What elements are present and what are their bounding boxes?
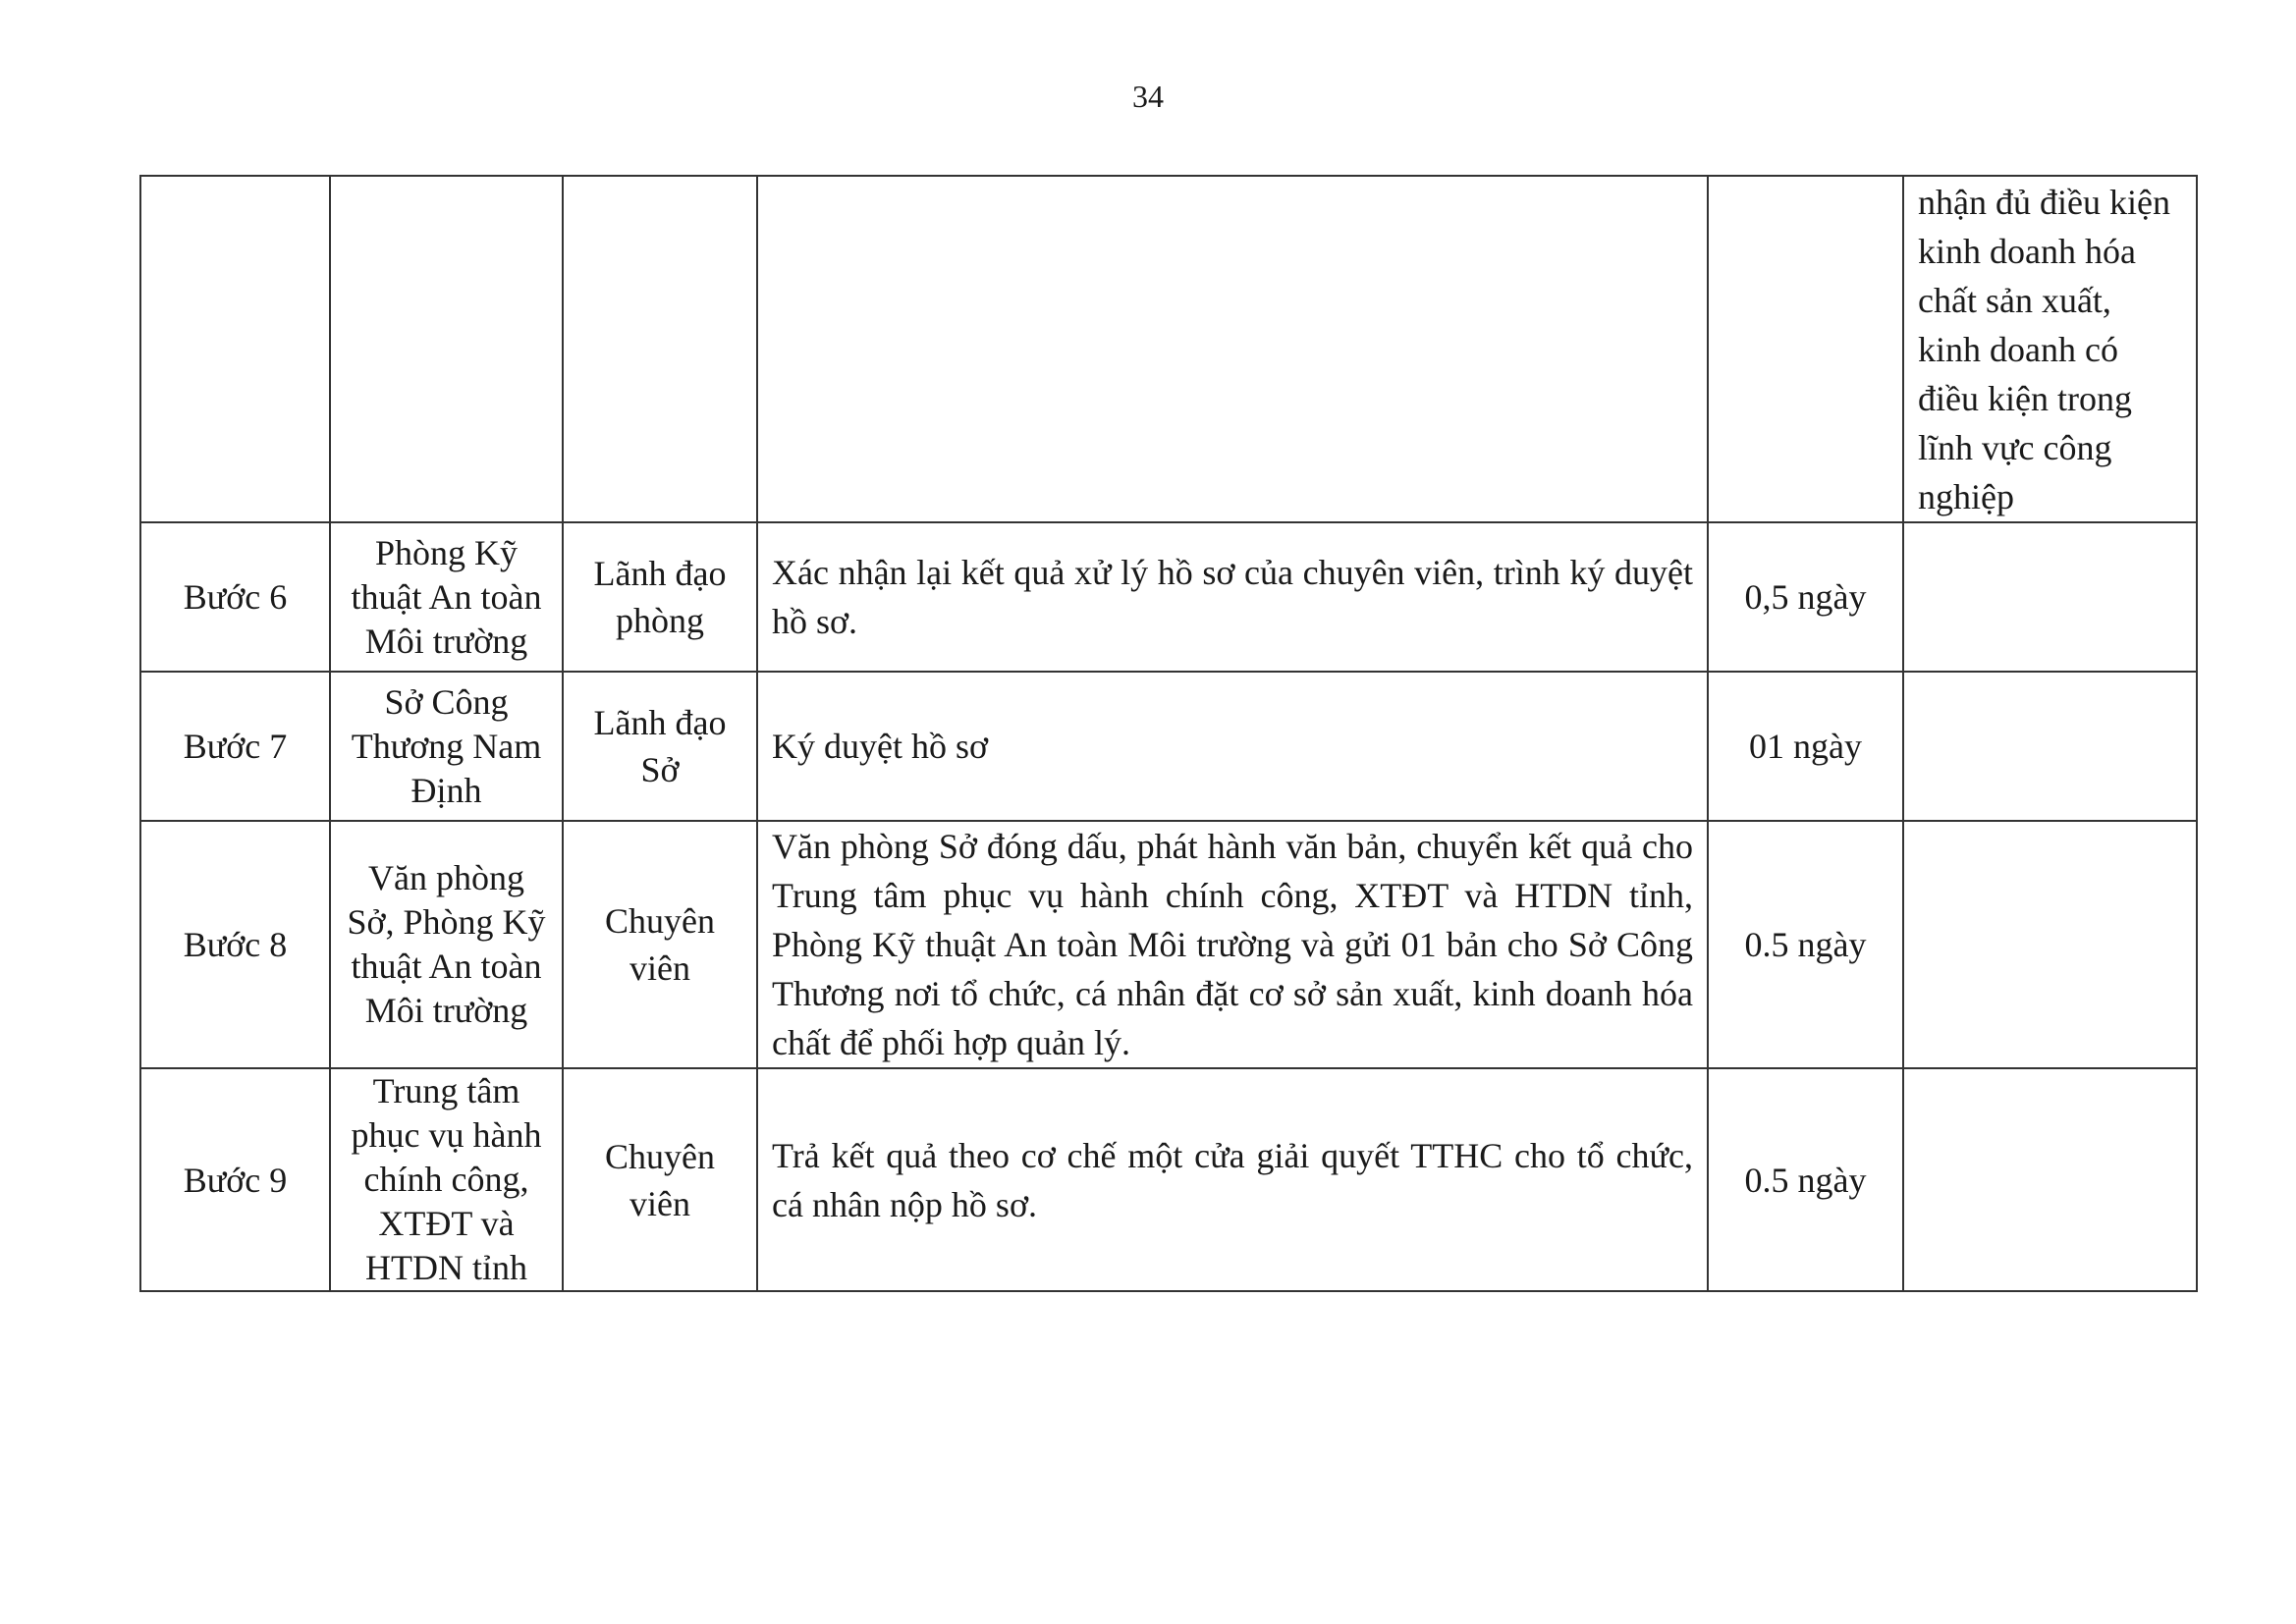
role-cell: Chuyên viên bbox=[563, 821, 757, 1068]
time-cell: 01 ngày bbox=[1708, 672, 1903, 821]
note-cell: nhận đủ điều kiện kinh doanh hóa chất sản xuất, kinh doanh có điều kiện trong lĩnh vực công nghiệp bbox=[1903, 176, 2197, 522]
unit-cell: Sở Công Thương Nam Định bbox=[330, 672, 563, 821]
time-cell: 0,5 ngày bbox=[1708, 522, 1903, 672]
table-row-continuation bbox=[140, 176, 2197, 522]
role-cell: Lãnh đạo phòng bbox=[563, 522, 757, 672]
step-cell: Bước 8 bbox=[140, 821, 330, 1068]
task-cell: Xác nhận lại kết quả xử lý hồ sơ của chuyên viên, trình ký duyệt hồ sơ. bbox=[757, 522, 1708, 672]
task-cell: Ký duyệt hồ sơ bbox=[757, 672, 1708, 821]
procedure-table bbox=[139, 175, 2198, 1292]
unit-cell: Phòng Kỹ thuật An toàn Môi trường bbox=[330, 522, 563, 672]
time-cell: 0.5 ngày bbox=[1708, 821, 1903, 1068]
task-cell: Trả kết quả theo cơ chế một cửa giải quyết TTHC cho tổ chức, cá nhân nộp hồ sơ. bbox=[757, 1068, 1708, 1291]
task-cell bbox=[757, 176, 1708, 522]
table-row bbox=[140, 821, 2197, 1068]
table-row bbox=[140, 672, 2197, 821]
note-cell bbox=[1903, 821, 2197, 1068]
note-cell bbox=[1903, 522, 2197, 672]
step-cell: Bước 6 bbox=[140, 522, 330, 672]
table-row bbox=[140, 522, 2197, 672]
time-cell: 0.5 ngày bbox=[1708, 1068, 1903, 1291]
step-cell: Bước 7 bbox=[140, 672, 330, 821]
role-cell bbox=[563, 176, 757, 522]
time-cell bbox=[1708, 176, 1903, 522]
task-cell: Văn phòng Sở đóng dấu, phát hành văn bản, chuyển kết quả cho Trung tâm phục vụ hành chính công, XTĐT và HTDN tỉnh, Phòng Kỹ thuật An toàn Môi trường và gửi 01 bản cho Sở Công Thương nơi tổ chức, cá nhân đặt cơ sở sản xuất, kinh doanh hóa chất để phối hợp quản lý. bbox=[757, 821, 1708, 1068]
unit-cell: Văn phòng Sở, Phòng Kỹ thuật An toàn Môi trường bbox=[330, 821, 563, 1068]
step-cell bbox=[140, 176, 330, 522]
note-cell bbox=[1903, 672, 2197, 821]
role-cell: Lãnh đạo Sở bbox=[563, 672, 757, 821]
unit-cell: Trung tâm phục vụ hành chính công, XTĐT và HTDN tỉnh bbox=[330, 1068, 563, 1291]
step-cell: Bước 9 bbox=[140, 1068, 330, 1291]
table-row bbox=[140, 1068, 2197, 1291]
note-cell bbox=[1903, 1068, 2197, 1291]
unit-cell bbox=[330, 176, 563, 522]
role-cell: Chuyên viên bbox=[563, 1068, 757, 1291]
page-number: 34 bbox=[1132, 79, 1164, 114]
